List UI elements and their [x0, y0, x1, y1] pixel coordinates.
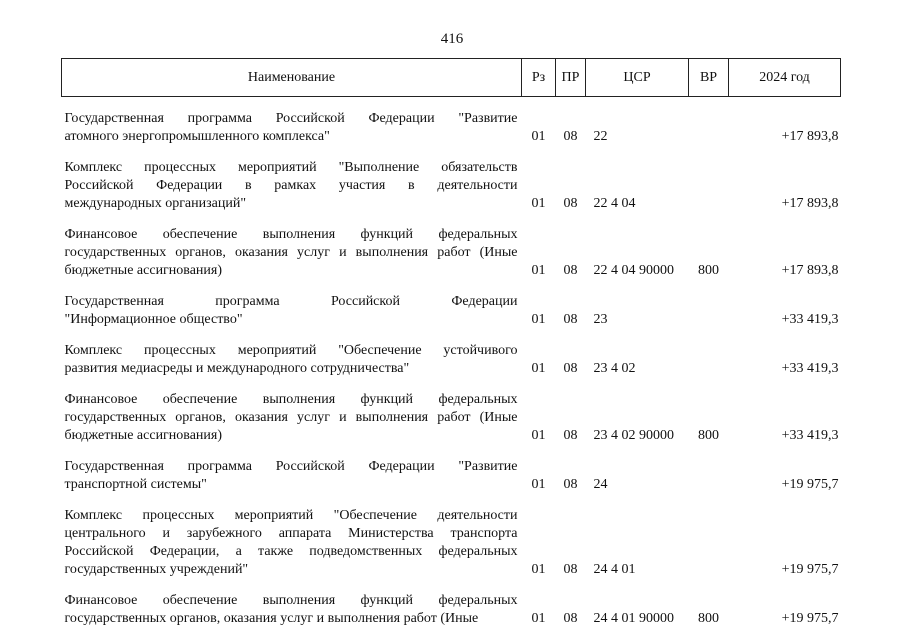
row-name-line: государственных учреждений": [64, 562, 249, 577]
row-amount: +17 893,8: [781, 129, 839, 144]
row-csr: 22 4 04 90000: [593, 263, 674, 278]
row-name: [62, 458, 522, 494]
row-pr: 08: [563, 477, 578, 492]
page-number: 416: [440, 31, 464, 47]
row-csr: 24 4 01 90000: [593, 611, 674, 626]
row-name: [62, 391, 522, 445]
row-amount: +17 893,8: [781, 263, 839, 278]
row-pr: 08: [563, 196, 578, 211]
row-vr: 800: [698, 611, 719, 626]
row-name-line: Финансовое обеспечение выполнения функций федеральных: [64, 392, 518, 407]
row-name-line: "Информационное общество": [64, 312, 243, 327]
row-name-line: центрального и зарубежного аппарата Министерства транспорта: [64, 526, 518, 541]
row-name-line: Комплекс процессных мероприятий "Выполнение обязательств: [64, 160, 518, 175]
table-row: [62, 507, 841, 579]
row-name-line: Государственная программа Российской Федерации "Развитие: [64, 459, 518, 474]
row-csr: 22 4 04: [593, 196, 636, 211]
row-spacer-cell: [62, 329, 841, 342]
row-pr: 08: [563, 361, 578, 376]
header-year: 2024 год: [729, 59, 841, 97]
row-vr: [689, 342, 729, 378]
row-spacer: [62, 213, 841, 226]
row-name-line: Комплекс процессных мероприятий "Обеспечение деятельности: [64, 508, 518, 523]
row-spacer-cell: [62, 378, 841, 391]
row-vr: 800: [698, 263, 719, 278]
header-rz: Рз: [522, 59, 556, 97]
row-csr: 23 4 02: [593, 361, 636, 376]
row-spacer: [62, 494, 841, 507]
row-amount: +33 419,3: [781, 428, 839, 443]
table-row: [62, 226, 841, 280]
row-pr: 08: [563, 611, 578, 626]
row-vr: 800: [698, 428, 719, 443]
row-rz: 01: [531, 428, 546, 443]
row-name-line: Финансовое обеспечение выполнения функций федеральных: [64, 227, 518, 242]
header-csr: ЦСР: [586, 59, 689, 97]
row-csr: 24 4 01: [593, 562, 636, 577]
row-name: [62, 226, 522, 280]
row-name: [62, 110, 522, 146]
row-spacer-cell: [62, 445, 841, 458]
table-row: [62, 110, 841, 146]
row-rz: 01: [531, 562, 546, 577]
row-spacer: [62, 97, 841, 111]
row-pr: 08: [563, 312, 578, 327]
header-name: Наименование: [62, 59, 522, 97]
row-csr: 23 4 02 90000: [593, 428, 674, 443]
row-name-line: Комплекс процессных мероприятий "Обеспечение устойчивого: [64, 343, 518, 358]
row-pr: 08: [563, 129, 578, 144]
row-rz: 01: [531, 263, 546, 278]
row-pr: 08: [563, 428, 578, 443]
row-spacer-cell: [62, 97, 841, 111]
row-name: [62, 293, 522, 329]
row-spacer: [62, 378, 841, 391]
row-name: [62, 342, 522, 378]
row-name-line: транспортной системы": [64, 477, 207, 492]
row-spacer-cell: [62, 213, 841, 226]
row-amount: +17 893,8: [781, 196, 839, 211]
header-vr: ВР: [689, 59, 729, 97]
row-name-line: Государственная программа Российской Федерации: [64, 294, 518, 309]
row-name-line: международных организаций": [64, 196, 247, 211]
row-spacer: [62, 445, 841, 458]
row-vr: [689, 458, 729, 494]
row-amount: +19 975,7: [781, 477, 839, 492]
row-vr: [689, 159, 729, 213]
row-spacer-cell: [62, 494, 841, 507]
row-spacer: [62, 146, 841, 159]
row-amount: +19 975,7: [781, 562, 839, 577]
row-vr: [689, 293, 729, 329]
table-body: [62, 97, 841, 629]
row-amount: +19 975,7: [781, 611, 839, 626]
row-csr: 24: [593, 477, 608, 492]
row-spacer: [62, 280, 841, 293]
row-spacer-cell: [62, 579, 841, 592]
table-row: [62, 592, 841, 628]
row-name-line: Финансовое обеспечение выполнения функций федеральных: [64, 593, 518, 608]
row-amount: +33 419,3: [781, 361, 839, 376]
row-rz: 01: [531, 611, 546, 626]
row-spacer: [62, 579, 841, 592]
row-name-line: Российской Федерации, а также подведомственных федеральных: [64, 544, 518, 559]
row-rz: 01: [531, 129, 546, 144]
row-rz: 01: [531, 196, 546, 211]
table-row: [62, 391, 841, 445]
table-header: [62, 59, 841, 97]
row-name: [62, 507, 522, 579]
row-name-line: атомного энергопромышленного комплекса": [64, 129, 330, 144]
table-row: [62, 342, 841, 378]
row-spacer: [62, 329, 841, 342]
row-rz: 01: [531, 312, 546, 327]
row-pr: 08: [563, 263, 578, 278]
row-name-line: Государственная программа Российской Федерации "Развитие: [64, 111, 518, 126]
header-pr: ПР: [556, 59, 586, 97]
row-rz: 01: [531, 361, 546, 376]
row-name: [62, 592, 522, 628]
row-vr: [689, 507, 729, 579]
table-row: [62, 458, 841, 494]
row-amount: +33 419,3: [781, 312, 839, 327]
row-name-line: Российской Федерации в рамках участия в деятельности: [64, 178, 518, 193]
row-csr: 22: [593, 129, 608, 144]
table-row: [62, 159, 841, 213]
row-name-line: государственных органов, оказания услуг и выполнения работ (Иные: [64, 410, 518, 425]
row-spacer-cell: [62, 280, 841, 293]
row-name-line: бюджетные ассигнования): [64, 263, 223, 278]
row-name-line: развития медиасреды и международного сотрудничества": [64, 361, 410, 376]
row-rz: 01: [531, 477, 546, 492]
row-name-line: государственных органов, оказания услуг и выполнения работ (Иные: [64, 245, 518, 260]
table-row: [62, 293, 841, 329]
row-pr: 08: [563, 562, 578, 577]
row-vr: [689, 110, 729, 146]
row-name-line: бюджетные ассигнования): [64, 428, 223, 443]
row-csr: 23: [593, 312, 608, 327]
budget-table: [61, 58, 841, 628]
row-name: [62, 159, 522, 213]
row-spacer-cell: [62, 146, 841, 159]
row-name-line: государственных органов, оказания услуг и выполнения работ (Иные: [64, 611, 479, 626]
